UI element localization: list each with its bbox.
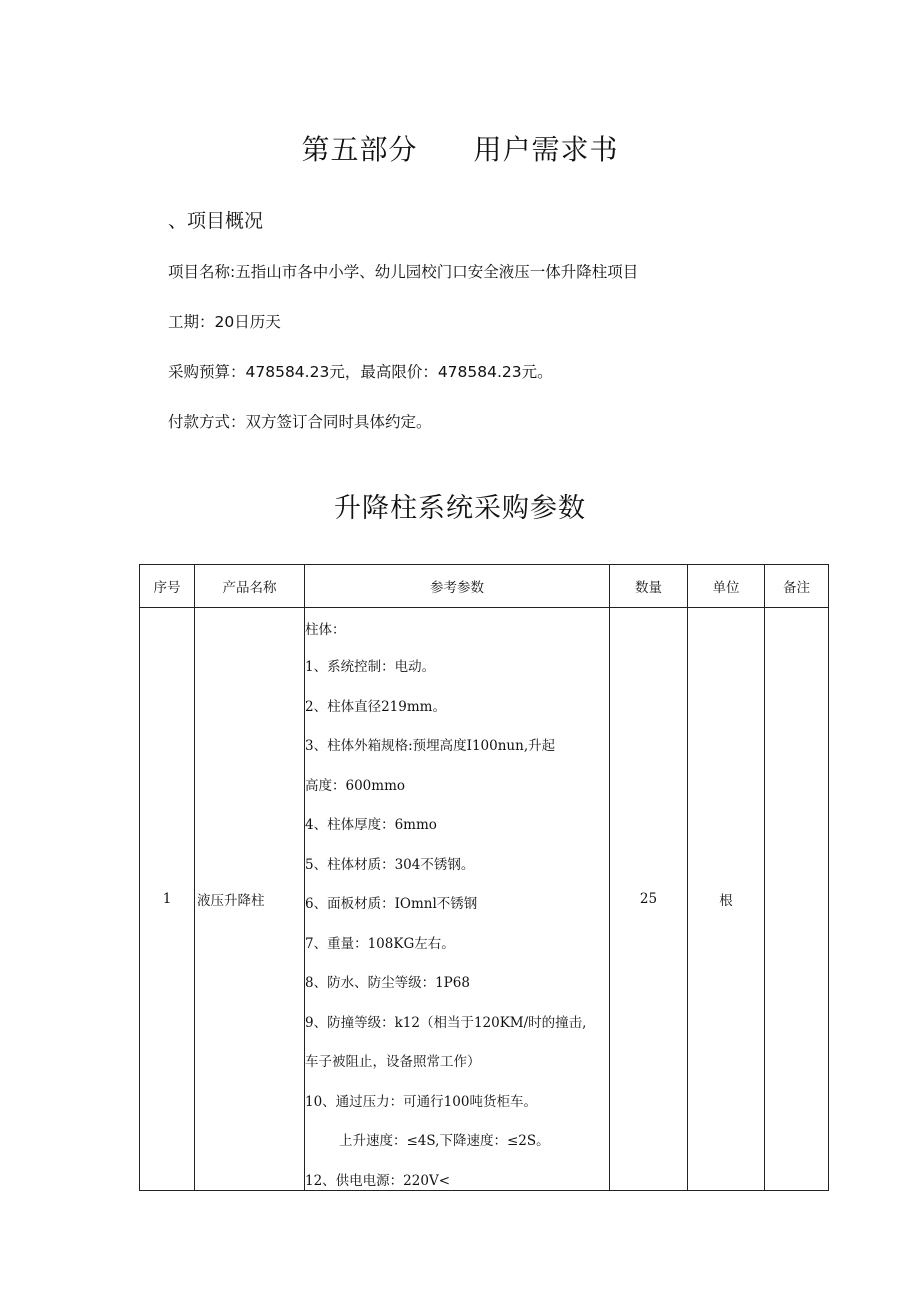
table-header-row	[140, 565, 829, 608]
param-line: 高度：600mmo	[305, 777, 405, 794]
cell-quantity: 25	[610, 608, 688, 1191]
param-line: 6、面板材质：IOmnl不锈钢	[305, 896, 478, 912]
payment-line: 付款方式：双方签订合同时具体约定。	[168, 413, 432, 431]
param-line: 上升速度：≤4S,下降速度：≤2S。	[339, 1133, 550, 1149]
table-row	[140, 608, 829, 1191]
duration-line: 工期：20日历天	[168, 313, 281, 331]
param-line: 柱体：	[305, 622, 346, 638]
param-line: 车子被阻止，设备照常工作）	[305, 1054, 481, 1070]
param-line: 10、通过压力：可通行100吨货柜车。	[305, 1093, 537, 1110]
param-line: 3、柱体外箱规格:预埋高度I100nun,升起	[305, 738, 556, 754]
params-title: 升降柱系统采购参数	[334, 493, 586, 524]
header-remark: 备注	[765, 565, 829, 608]
budget-line: 采购预算：478584.23元，最高限价：478584.23元。	[168, 363, 553, 381]
header-quantity: 数量	[610, 565, 688, 608]
param-line: 4、柱体厚度：6mmo	[305, 817, 437, 833]
cell-no: 1	[140, 608, 195, 1191]
project-name-line: 项目名称:五指山市各中小学、幼儿园校门口安全液压一体升降柱项目	[168, 263, 639, 281]
cell-product: 液压升降柱	[195, 608, 305, 1191]
header-no: 序号	[140, 565, 195, 608]
title-name: 用户需求书	[473, 133, 619, 166]
header-product: 产品名称	[195, 565, 305, 608]
page-title	[0, 128, 920, 168]
title-part: 第五部分	[301, 133, 418, 166]
param-line: 1、系统控制：电动。	[305, 659, 436, 675]
cell-params	[305, 608, 610, 1191]
param-line: 8、防水、防尘等级：1P68	[305, 975, 470, 991]
param-line: 2、柱体直径219mm。	[305, 698, 446, 715]
procurement-table	[139, 564, 829, 1191]
cell-remark	[765, 608, 829, 1191]
header-unit: 单位	[688, 565, 765, 608]
param-line: 9、防撞等级：k12（相当于120KM/时的撞击,	[305, 1014, 587, 1031]
section-title-overview: 、项目概况	[168, 210, 264, 232]
header-params: 参考参数	[305, 565, 610, 608]
param-line: 5、柱体材质：304不锈钢。	[305, 856, 475, 873]
param-line: 7、重量：108KG左右。	[305, 935, 455, 952]
param-line: 12、供电电源：220V<	[305, 1172, 451, 1189]
cell-unit: 根	[688, 608, 765, 1191]
